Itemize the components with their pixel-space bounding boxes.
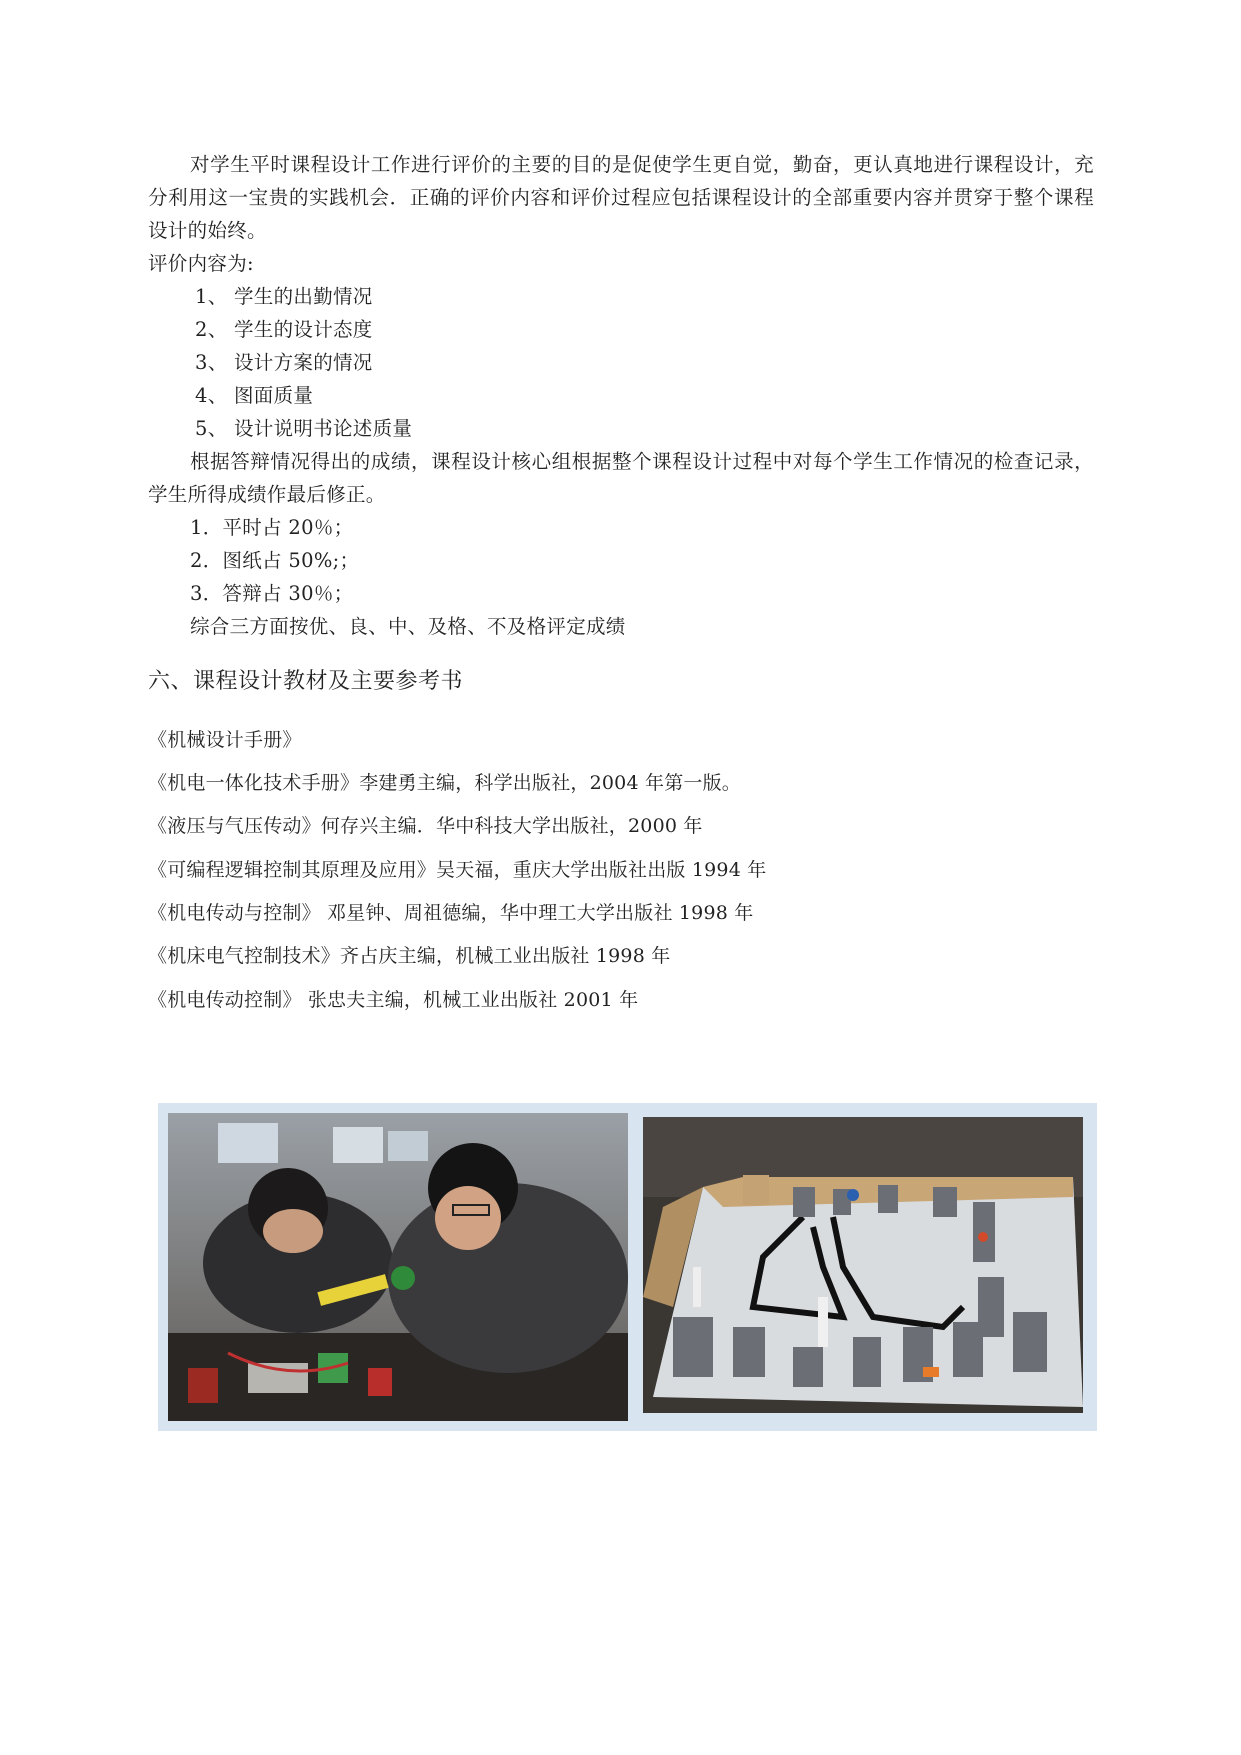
criteria-item: 4、 图面质量: [195, 384, 314, 407]
reference-item: 《机械设计手册》: [148, 729, 302, 751]
reference-item: 《机电传动与控制》 邓星钟、周祖德编，华中理工大学出版社 1998 年: [148, 902, 754, 924]
criteria-item: 3、 设计方案的情况: [195, 351, 373, 374]
students-soldering-photo: [168, 1113, 628, 1421]
summary-line: 综合三方面按优、良、中、及格、不及格评定成绩: [190, 615, 626, 638]
section-heading: 六、课程设计教材及主要参考书: [148, 669, 464, 694]
weight-item: 2．图纸占 50%;；: [190, 549, 360, 572]
criteria-label: 评价内容为:: [148, 252, 254, 275]
defense-paragraph: 根据答辩情况得出的成绩，课程设计核心组根据整个课程设计过程中对每个学生工作情况的检查记录，学生所得成绩作最后修正。: [148, 450, 1094, 506]
reference-item: 《机电一体化技术手册》李建勇主编，科学出版社，2004 年第一版。: [148, 772, 741, 794]
reference-item: 《可编程逻辑控制其原理及应用》吴天福，重庆大学出版社出版 1994 年: [148, 859, 767, 881]
intro-paragraph: 对学生平时课程设计工作进行评价的主要的目的是促使学生更自觉，勤奋，更认真地进行课程设计，充分利用这一宝贵的实践机会．正确的评价内容和评价过程应包括课程设计的全部重要内容并贯穿于整个课程设计的始终。: [148, 153, 1094, 242]
weight-item: 3．答辩占 30％；: [190, 582, 354, 605]
criteria-item: 1、 学生的出勤情况: [195, 285, 373, 308]
reference-item: 《机床电气控制技术》齐占庆主编，机械工业出版社 1998 年: [148, 945, 671, 967]
reference-item: 《液压与气压传动》何存兴主编．华中科技大学出版社，2000 年: [148, 815, 703, 837]
criteria-item: 2、 学生的设计态度: [195, 318, 373, 341]
robot-track-photo: [643, 1117, 1083, 1413]
weight-item: 1．平时占 20％；: [190, 516, 354, 539]
reference-item: 《机电传动控制》 张忠夫主编，机械工业出版社 2001 年: [148, 989, 639, 1011]
criteria-item: 5、 设计说明书论述质量: [195, 417, 413, 440]
photo-collage: [158, 1103, 1097, 1431]
